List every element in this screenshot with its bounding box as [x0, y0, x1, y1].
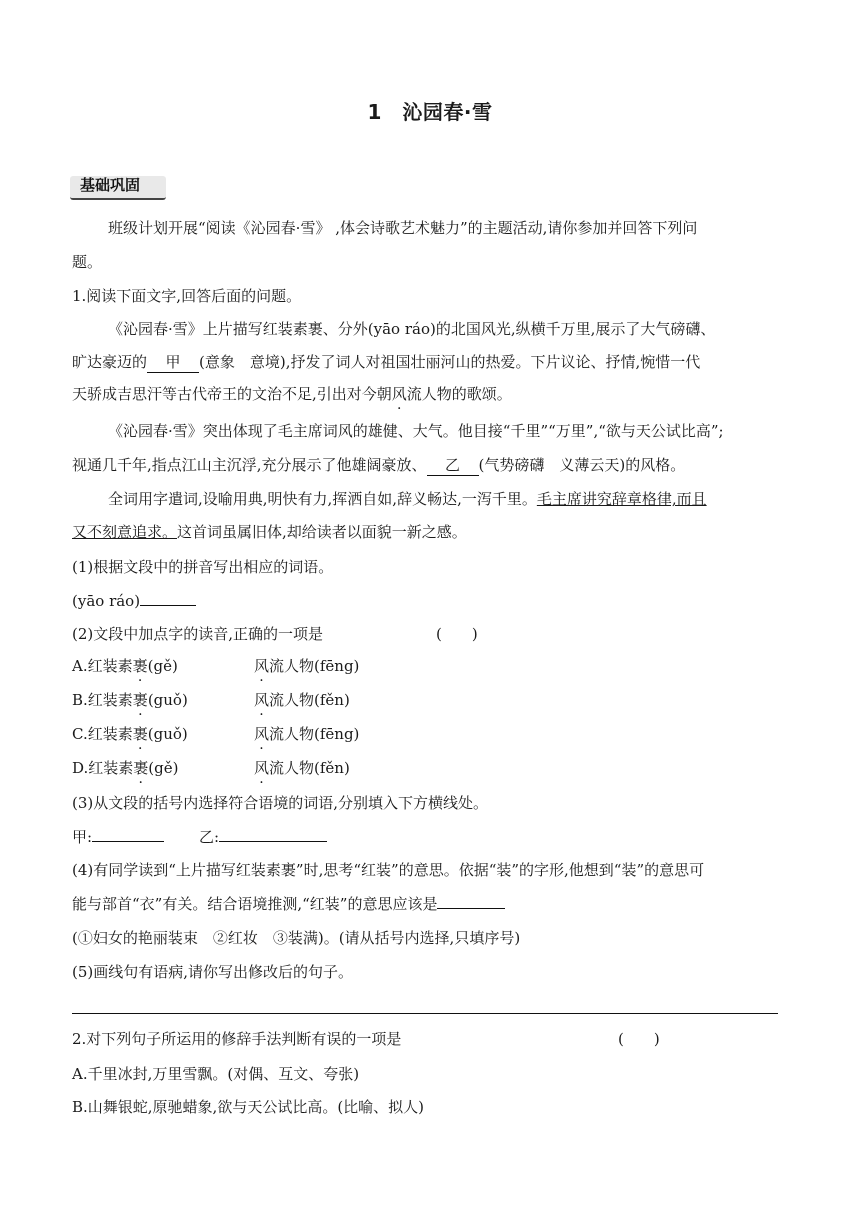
option-c-pinyin: (guǒ): [147, 725, 188, 743]
para1-line-3-a: 天骄成吉思汗等古代帝王的文治不足,引出对今朝: [72, 385, 392, 403]
blank-yi: 乙: [427, 455, 479, 476]
question-2-paren: ( ): [618, 1030, 660, 1048]
underlined-sentence-part-1: 毛主席讲究辞章格律,而且: [536, 490, 707, 508]
para3-line-1-a: 全词用字遣词,设喻用典,明快有力,挥洒自如,辞义畅达,一泻千里。: [108, 490, 537, 508]
para2-line-1: 《沁园春·雪》突出体现了毛主席词风的雄健、大气。他目接“千里”“万里”,“欲与天公试比高”;: [108, 422, 724, 440]
option-c[interactable]: [72, 724, 188, 744]
option-b-dotted-char: 裹: [132, 691, 148, 709]
option-c-text: C.红装素: [72, 725, 133, 743]
para1-line-2: [72, 352, 700, 373]
option-b-second-text: 流人物(fěn): [269, 691, 350, 709]
option-b-second: [254, 690, 350, 710]
sub-question-5: (5)画线句有语病,请你写出修改后的句子。: [72, 963, 354, 981]
option-d-second-text: 流人物(fěn): [269, 759, 350, 777]
option-d-dotted-char: 裹: [133, 759, 149, 777]
option-a[interactable]: [72, 656, 178, 676]
para3-line-2: [72, 522, 467, 542]
sub-question-4-line-1: (4)有同学读到“上片描写红装素裹”时,思考“红装”的意思。依据“装”的字形,他想到“装”的意思可: [72, 861, 705, 879]
blank-jia: 甲: [147, 352, 199, 373]
answer-blank-hongzhuang[interactable]: [437, 894, 505, 909]
answer-blank-yaorao[interactable]: [140, 591, 196, 606]
option-a-dotted-char-2: 风: [254, 657, 270, 675]
sub-question-3: (3)从文段的括号内选择符合语境的词语,分别填入下方横线处。: [72, 794, 489, 812]
option-b-text: B.红装素: [72, 691, 133, 709]
option-d-text: D.红装素: [72, 759, 134, 777]
section-badge: [70, 174, 168, 200]
answer-line-sub-question-5[interactable]: [72, 1013, 778, 1014]
sub-question-3-jia: [72, 827, 164, 847]
jia-label: 甲:: [72, 828, 93, 846]
question-2-stem: 2.对下列句子所运用的修辞手法判断有误的一项是: [72, 1030, 402, 1048]
para2-line-2-b: (气势磅礴 义薄云天)的风格。: [478, 456, 686, 474]
option-d-dotted-char-2: 风: [254, 759, 270, 777]
dotted-char-feng: 风: [391, 385, 407, 403]
option-b[interactable]: [72, 690, 188, 710]
option-a-second: [254, 656, 359, 676]
para3-line-2-b: 这首词虽属旧体,却给读者以面貌一新之感。: [177, 523, 467, 541]
para3-line-1: [108, 489, 707, 509]
answer-blank-jia[interactable]: [92, 827, 164, 842]
option-d-second: [254, 758, 350, 778]
para1-line-1: 《沁园春·雪》上片描写红装素裹、分外(yāo ráo)的北国风光,纵横千万里,展示了大气磅礴、: [108, 320, 716, 338]
sub-question-4-line-2: [72, 894, 505, 914]
option-c-dotted-char-2: 风: [254, 725, 270, 743]
badge-label: 基础巩固: [80, 176, 141, 194]
intro-line-1: 班级计划开展“阅读《沁园春·雪》 ,体会诗歌艺术魅力”的主题活动,请你参加并回答下列问: [108, 219, 698, 237]
sub-question-2-paren: ( ): [436, 625, 478, 643]
sub-question-2: (2)文段中加点字的读音,正确的一项是: [72, 625, 324, 643]
option-d-pinyin: (gě): [148, 759, 179, 777]
pinyin-label: (yāo ráo): [72, 592, 141, 610]
para2-line-2: [72, 455, 685, 476]
para1-line-3: [72, 384, 512, 404]
sub-question-3-yi: [199, 827, 327, 847]
yi-label: 乙:: [199, 828, 220, 846]
question-2-option-b[interactable]: B.山舞银蛇,原驰蜡象,欲与天公试比高。(比喻、拟人): [72, 1098, 425, 1116]
option-b-pinyin: (guǒ): [147, 691, 188, 709]
para1-line-2-b: (意象 意境),抒发了词人对祖国壮丽河山的热爱。下片议论、抒情,惋惜一代: [199, 353, 701, 371]
sub-question-4-line-3: (①妇女的艳丽装束 ②红妆 ③装满)。(请从括号内选择,只填序号): [72, 929, 521, 947]
question-1-stem: 1.阅读下面文字,回答后面的问题。: [72, 287, 302, 305]
option-b-dotted-char-2: 风: [254, 691, 270, 709]
option-a-second-text: 流人物(fēng): [269, 657, 360, 675]
question-2-option-a[interactable]: A.千里冰封,万里雪飘。(对偶、互文、夸张): [72, 1065, 360, 1083]
page-title: 1 沁园春·雪: [367, 100, 493, 124]
option-c-second: [254, 724, 359, 744]
para2-line-2-a: 视通几千年,指点江山主沉浮,充分展示了他雄阔豪放、: [72, 456, 427, 474]
option-d[interactable]: [72, 758, 178, 778]
option-c-second-text: 流人物(fēng): [269, 725, 360, 743]
sub-question-4-line-2-text: 能与部首“衣”有关。结合语境推测,“红装”的意思应该是: [72, 895, 438, 913]
intro-line-2: 题。: [72, 253, 103, 271]
option-a-text: A.红装素: [72, 657, 133, 675]
para1-line-3-b: 流人物的歌颂。: [406, 385, 512, 403]
sub-question-1: (1)根据文段中的拼音写出相应的词语。: [72, 558, 334, 576]
option-a-pinyin: (gě): [147, 657, 178, 675]
underlined-sentence-part-2: 又不刻意追求。: [72, 523, 178, 541]
sub-question-1-answer: [72, 591, 196, 611]
para1-line-2-a: 旷达豪迈的: [72, 353, 148, 371]
option-c-dotted-char: 裹: [132, 725, 148, 743]
option-a-dotted-char: 裹: [132, 657, 148, 675]
answer-blank-yi[interactable]: [219, 827, 327, 842]
